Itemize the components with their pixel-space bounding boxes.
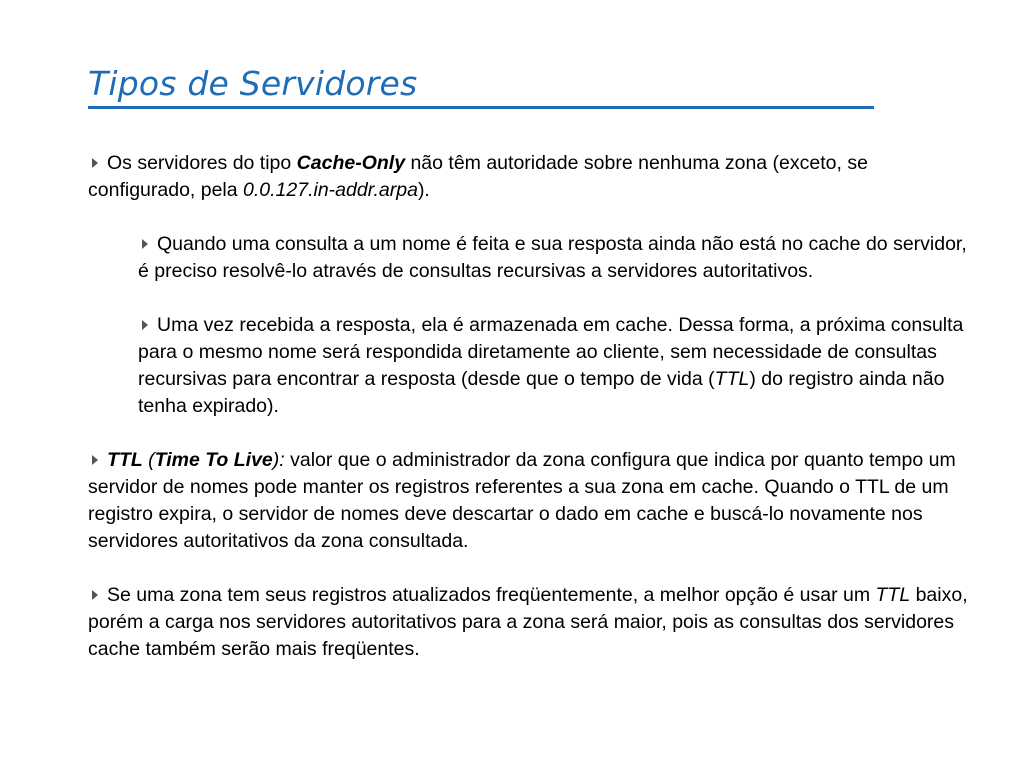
triangle-right-icon (142, 239, 148, 249)
triangle-right-icon (142, 320, 148, 330)
sub-bullet-recursive-query (88, 231, 978, 285)
bullet-low-ttl-text-2: baixo, porém a carga nos servidores autoritativos para a zona será maior, pois as consultas dos servidores cache também serão mais freqüentes. (88, 584, 968, 660)
triangle-right-icon (92, 590, 98, 600)
slide-title: Tipos de Servidores (88, 64, 418, 103)
bullet-cache-only-text: Os servidores do tipo (107, 152, 297, 174)
time-to-live-term: Time To Live (154, 449, 273, 471)
sub-bullet-cache-storage-text-2: ) do registro ainda não tenha expirado). (138, 368, 945, 417)
ttl-paren-open: ( (142, 449, 155, 471)
sub-bullet-cache-storage-text: Uma vez recebida a resposta, ela é armazenada em cache. Dessa forma, a próxima consulta para o mesmo nome será respondida diretamente ao cliente, sem necessidade de consultas recursivas para encontrar a resposta (desde que o tempo de vida ( (138, 314, 964, 390)
bullet-cache-only (88, 150, 978, 204)
title-underline (88, 106, 874, 109)
slide-content (88, 150, 978, 663)
ttl-paren-close: ): (272, 449, 285, 471)
bullet-low-ttl-text: Se uma zona tem seus registros atualizados freqüentemente, a melhor opção é usar um (107, 584, 876, 606)
ttl-term: TTL (714, 368, 750, 390)
sub-bullet-cache-storage (88, 312, 978, 420)
ttl-term-bold: TTL (107, 449, 143, 471)
bullet-ttl-definition (88, 447, 978, 555)
bullet-cache-only-text-3: ). (417, 179, 430, 201)
bullet-low-ttl (88, 582, 978, 663)
bullet-ttl-definition-text: valor que o administrador da zona configura que indica por quanto tempo um servidor de nomes pode manter os registros referentes a sua zona em cache. Quando o TTL de um registro expira, o servidor de nomes deve descartar o dado em cache e buscá-lo novamente nos servidores autoritativos da zona consultada. (88, 449, 956, 552)
triangle-right-icon (92, 455, 98, 465)
reverse-zone-name: 0.0.127.in-addr.arpa (243, 179, 418, 201)
ttl-term-2: TTL (875, 584, 911, 606)
cache-only-term: Cache-Only (296, 152, 406, 174)
triangle-right-icon (92, 158, 98, 168)
bullet-cache-only-text-2: não têm autoridade sobre nenhuma zona (exceto, se configurado, pela (88, 152, 868, 201)
sub-bullet-recursive-query-text: Quando uma consulta a um nome é feita e sua resposta ainda não está no cache do servidor, é preciso resolvê-lo através de consultas recursivas a servidores autoritativos. (138, 233, 967, 282)
